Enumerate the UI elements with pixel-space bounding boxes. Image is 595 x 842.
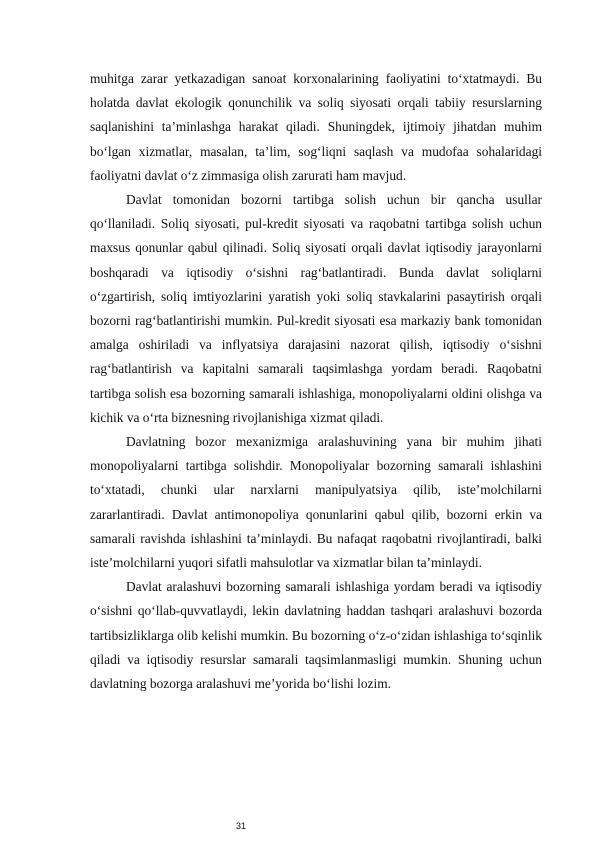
body-text	[90, 67, 542, 696]
paragraph-continuation: muhitga zarar yetkazadigan sanoat korxonalarining faoliyatini to‘xtatmaydi. Bu holatda davlat ekologik qonunchilik va soliq siyosati orqali tabiiy resurslarning saqlanishini ta’minlashga harakat qiladi. Shuningdek, ijtimoiy jihatdan muhim bo‘lgan xizmatlar, masalan, ta’lim, sog‘liqni saqlash va mudofaa sohalaridagi faoliyatni davlat o‘z zimmasiga olish zarurati ham mavjud.	[90, 71, 542, 183]
paragraph: Davlat tomonidan bozorni tartibga solish uchun bir qancha usullar qo‘llaniladi. Soliq siyosati, pul-kredit siyosati va raqobatni tartibga solish uchun maxsus qonunlar qabul qilinadi. Soliq siyosati orqali davlat iqtisodiy jarayonlarni boshqaradi va iqtisodiy o‘sishni rag‘batlantiradi. Bunda davlat soliqlarni o‘zgartirish, soliq imtiyozlarini yaratish yoki soliq stavkalarini pasaytirish orqali bozorni rag‘batlantirishi mumkin. Pul-kredit siyosati esa markaziy bank tomonidan amalga oshiriladi va inflyatsiya darajasini nazorat qilish, iqtisodiy o‘sishni rag‘batlantirish va kapitalni samarali taqsimlashga yordam beradi. Raqobatni tartibga solish esa bozorning samarali ishlashiga, monopoliyalarni oldini olishga va kichik va o‘rta biznesning rivojlanishiga xizmat qiladi.	[90, 192, 542, 425]
page-number: 31	[236, 821, 247, 831]
paragraph: Davlat aralashuvi bozorning samarali ishlashiga yordam beradi va iqtisodiy o‘sishni qo‘llab-quvvatlaydi, lekin davlatning haddan tashqari aralashuvi bozorda tartibsizliklarga olib kelishi mumkin. Bu bozorning o‘z-o‘zidan ishlashiga to‘sqinlik qiladi va iqtisodiy resurslar samarali taqsimlanmasligi mumkin. Shuning uchun davlatning bozorga aralashuvi me’yorida bo‘lishi lozim.	[90, 579, 542, 692]
paragraph: Davlatning bozor mexanizmiga aralashuvining yana bir muhim jihati monopoliyalarni tartibga solishdir. Monopoliyalar bozorning samarali ishlashini to‘xtatadi, chunki ular narxlarni manipulyatsiya qilib, iste’molchilarni zararlantiradi. Davlat antimonopoliya qonunlarini qabul qilib, bozorni erkin va samarali ravishda ishlashini ta’minlaydi. Bu nafaqat raqobatni rivojlantiradi, balki iste’molchilarni yuqori sifatli mahsulotlar va xizmatlar bilan ta’minlaydi.	[90, 434, 542, 571]
